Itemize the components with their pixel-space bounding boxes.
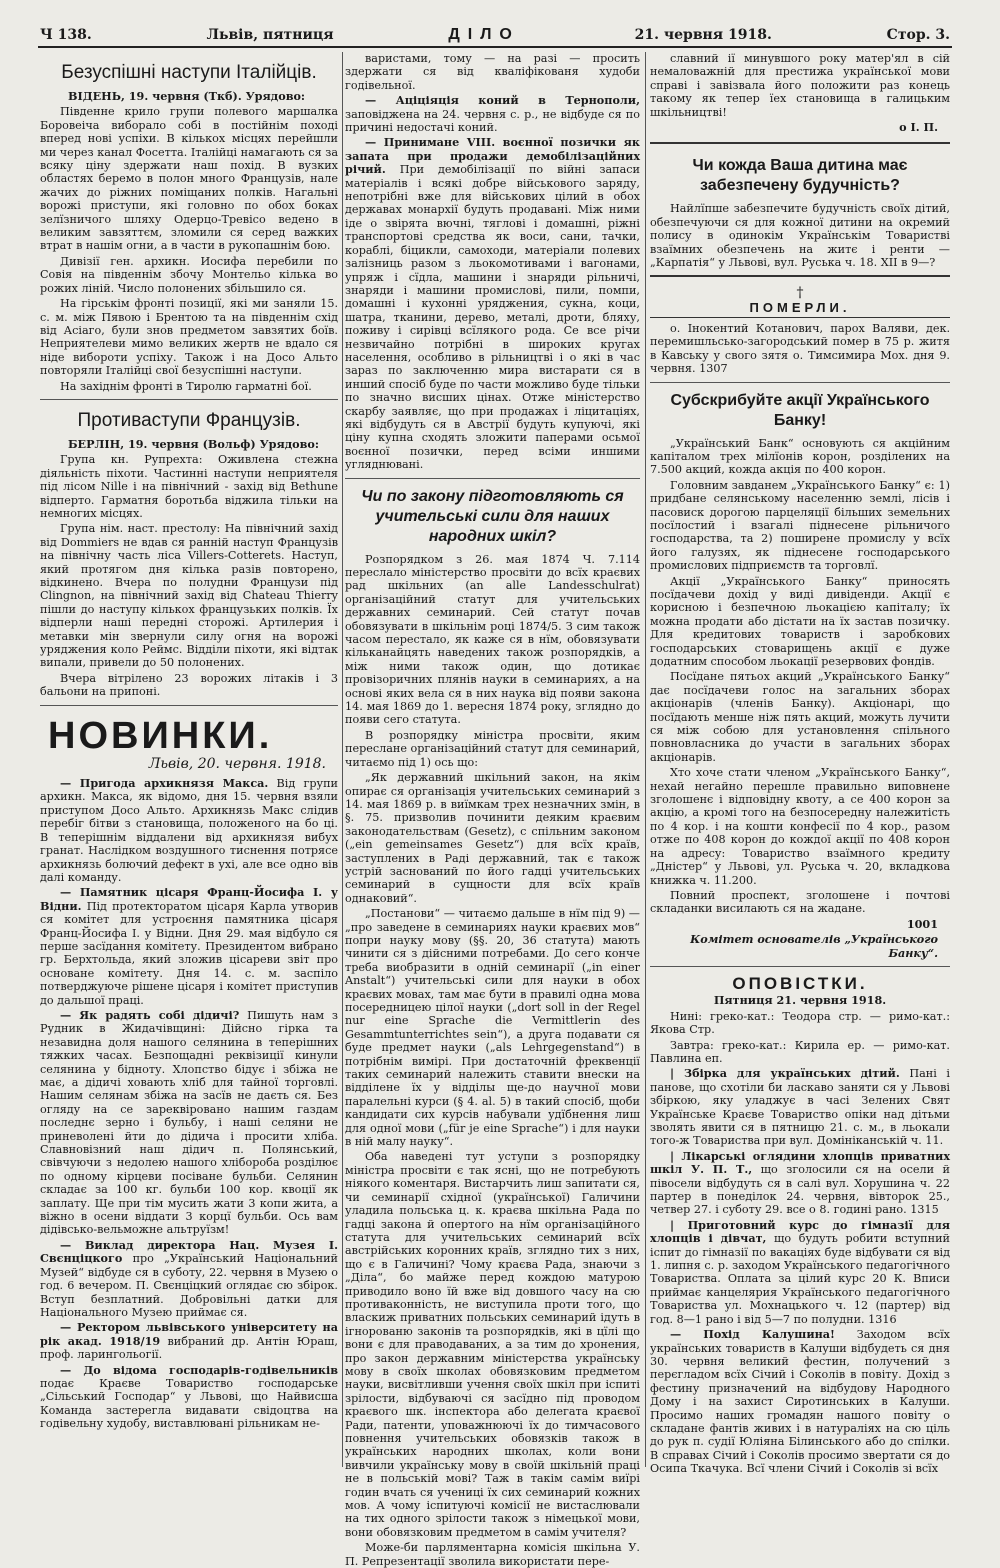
news-item-title: — Виклад директора Нац. Музея І. Свєнціцкого (40, 1237, 338, 1266)
paragraph: Розпорядком з 26. мая 1874 Ч. 7.114 переслало міністерство просвіти до всїх краєвих рад шкільних (an alle Landesschulrat) організаційний статут для учительських державних семинарий. Сей статут почав обовязувати в шкільнім році 1874/5. З сим також часом перестало, як каже ся в нїм, обовязувати кільканайцять наведених також розпорядків, а між ними також один, що дотикає провізоричних плянів науки в семинариях, а на основі яких вела ся в них наука від появи закона 14. мая 1869 до 1. вересня 1874 року, зглядно до появи сего статута. (345, 552, 640, 727)
dateline: ВІДЕНЬ, 19. червня (Ткб). Урядово: (68, 89, 306, 103)
news-item-title: — Пригода архикнязя Макса. (60, 776, 269, 791)
paragraph: славний ії минувшого року матер'ял в сій немаловажній для престижа української мови справі і завізвала його положити раз конець такому як тепер їех становища в галицьким шкільництві! (650, 52, 950, 119)
ad-number: 1001 (906, 916, 938, 931)
news-item-text: вибраний др. Антін Юраш, проф. ларингольогії. (40, 1334, 338, 1362)
signature: Комітет основателів „Українського Банку“. (690, 932, 938, 960)
paragraph: Головним завданем „Українського Банку“ є: 1) придбане селянському населенню землі, лісів і пасовиск дорогою парцеляції більших земельних посїлостий і взагалі піднесене рільничого господарства, та 2) поширене промислу у всїх його галузях, як пiднесене господарського промислових підприємств та торговлї. (650, 478, 950, 573)
notice-item (650, 1219, 950, 1326)
cross-icon: † (796, 285, 804, 302)
divider (40, 705, 338, 706)
news-item (40, 1009, 338, 1237)
paragraph: Нині: греко-кат.: Теодора стр. — римо-кат.: Якова Стр. (650, 1009, 950, 1037)
news-item-text: заповіджена на 24. червня с. р., не відбуде ся по причині недостачі коний. (345, 107, 640, 135)
news-item (345, 136, 640, 471)
place-day: Львів, пятниця (206, 27, 334, 43)
obituary-text: о. Інокентий Котанович, парох Валяви, дек. перемишльсько-загородський помер в 75 р. житя в Кавську у свого зятя о. Тимсимира Мох. дня 9. червня. 1307 (650, 321, 950, 376)
divider (345, 478, 640, 479)
news-item-title: — Принимане VIII. воєнної позички як запата при продажи демобілізаційних річий. (345, 135, 640, 177)
news-item (40, 1239, 338, 1319)
news-item (40, 886, 338, 1007)
column-1 (40, 52, 338, 1472)
notice-text: що зголосили ся на осели й півосели відбудуть ся в салі вул. Хорушина ч. 22 партер в понеділок 24. червня, вівторок 25., четвер 27. і суботу 29. все о 8. годині рано. 1315 (650, 1163, 950, 1217)
obituary-heading: ПОМЕРЛИ. (650, 301, 950, 317)
news-item-title: — Як радять собі дідичі? (60, 1007, 240, 1022)
divider (650, 382, 950, 383)
dateline: БЕРЛІН, 19. червня (Вольф) Урядово: (68, 436, 320, 451)
notice-title: | Приготовний курс до гімназії для хлопців і дівчат, (650, 1217, 950, 1246)
news-item-title: — Аціціяція коний в Тернополи, (365, 93, 640, 108)
paragraph: Південне крило групи полевого маршалка Боровеіча виборало собі в постійнім поході вперед нові успіхи. В кількох місцях перейшли ми через канал Фосетта. Італійці намагають ся за всяку ціну здержати наш похід. В вузких областях беремо в полон много Французів, нале жачих до ріжних поміщаних полків. Нагальні ворожі приступи, які головно по обох боках зелїзничого шляху Одерцо-Тревісо ведено в великим завзяттєм, зломили ся серед важких втрат в нашім огни, а в части в рукопашнім бою. (40, 105, 338, 253)
divider (650, 966, 950, 967)
column-divider (342, 52, 343, 1467)
article-title: Чи по закону підготовляють ся учительські сили для наших народних шкіл? (361, 487, 624, 545)
notice-item (650, 1150, 950, 1217)
news-item (40, 777, 338, 884)
paragraph: На західнім фронті в Тиролю гарматні бої. (60, 379, 312, 393)
section-title: НОВИНКИ. (48, 714, 273, 757)
paragraph: „Як державний шкільний закон, на якім опирає ся організація учительських семинарий з 14. мая 1869 р. в виїмкам трех незначних змін, в §. 75. призволив починити деяким краєвим законодательствам (Gesetz), с спільним законом („ein gemeinsames Gesetz“) для всїх країв, заступлених в Раді державний, так є також устрій заснований по його гадці учительських семинарий в сущности для всїх країв однаковий“. (345, 771, 640, 905)
news-item (345, 94, 640, 134)
ad-title: Субскрибуйте акції Українського Банку! (670, 391, 930, 429)
article-title: Безуспішні наступи Італійців. (61, 62, 317, 83)
notice-item (650, 1067, 950, 1147)
divider (40, 399, 338, 400)
paragraph: Група кн. Рупрехта: Оживлена стежна діяльність піхоти. Частинні наступи неприятеля під лісом Nille і на північний - захід від Bethune відперто. Гарматня боротьба віджила тільки на немногих місцях. (40, 453, 338, 520)
paragraph: Завтра: греко-кат.: Кирила ер. — римо-кат. Павлина еп. (650, 1038, 950, 1065)
news-item-title: — Памятник цісаря Франц-Йосифа І. у Відни. (40, 885, 338, 913)
advertisement (650, 142, 950, 277)
paragraph: Група нім. наст. престолу: На північний захід від Dommiers не вдав ся ранній наступ Французів на північну часть ліса Villers-Cotterets. Наступ, який протягом дня кілька разів повторено, відкинено. Вчера по полудни Французи під Clingnon, на північний захід від Chateau Thierry пішли до наступу кількох французьких полків. Їх відперли наші передні сторожі. Артилерия і метавки мін звернули силу огня на ворожі уряджения коло Реймс. Відділи піхоти, які відтак випали, привели до 50 полонених. (40, 522, 338, 670)
news-item-title: — Ректором львівського університету на рік акад. 1918/19 (40, 1320, 338, 1348)
column-divider (645, 52, 646, 1467)
ad-text: Найлїпше забезпечите будучність своїх дітий, обезпечуючи ся для кожної дитини на окремий полису в одинокім Українськім Товаристві взаїмних обезпечень на житє і ренти — „Карпатія“ у Львові, вул. Руська ч. 18. ХІІ в 9—? (650, 202, 950, 270)
notice-text: Заходом всїх українських товариств в Калуши відбудеть ся дня 30. червня великий фестин, получений з перєгладом всїх Січий і Соколів в повіту. Дохід з фестину призначений на відбудову Народного Дому і на захист Сиротинських в Калуши. Просимо наших громадян нашого повіту о складане фантів живих і в натураліях на сю ціль до рук п. судії Юліяна Білинського або до спілки. В справах Січий і Соколів просимо звертати ся до Осипа Ткачука. Всї члени Січий і Соколів зі всїх (650, 1328, 950, 1476)
news-item-text: При демобілізації по війні запаси матеріалів і всякі добре військового заряду, непотрібні вже для військових цілий в обох державах монархії будуть продавані. Між ними іде о звірята вючні, тяглові і домашні, ріжні транспортові средства як воси, сани, тачки, кораблі, біцикли, самоходи, матеріали полевих залізниць разом з льокомотивами і вагонами, упряж і сїдла, машини і знаряди рільничі, знаряди і машини промислові, пили, помпи, домашні і кухонні уряджения, сукна, коци, шатра, тканини, дерево, металі, дроти, бляху, поживу і сирівці всїлякого рода. Се все річи незвичайно потрібні в широких кругах населення, особливо в рільництві і о які в час зараз по заключенню мира вистарати ся в инший спосіб буде по части можливо буде тільки по значно висших цінах. Отже міністерство скарбу заявляє, що при продажах і ліцитаціях, які відбудуть ся в Австрії будуть купуючі, які ціну купна сходять зложити паперами осьмої воєнної позички, перед всіми иншими угляднювані. (345, 163, 640, 472)
paragraph: „Постанови“ — читаємо дальше в нїм під 9) — „про заведене в семинариях науки краєвих мов“ попри науку мову (§§. 20, 36 статута) мають чинити ся з дійсними потребами. До сего конче треба виобразити в одній семинарії („in einer Anstalt“) учительські сили для науки в обох краєвих мовах, там має бути в правилі одна мова посередницею цілої науки („dort soll in der Regel nur eine Sprache die Vermittlerin des Gesammtunterrichtes sein“), а друга подавати ся буде предмет науки („als Lehrgegenstand“) в потрібнім вимірі. При достаточній фреквенції таких семинарий належить ставити внески на відділене їх у відділы ще-до научної мови паралельні курси (§ 4. al. 5) в такий спосіб, щоби кандидати сих курсів набували удїбнення лиш для одної мови („für je eine Sprache“) і для науки в ній малу науку“. (345, 907, 640, 1149)
paragraph: Може-би парляментарна комісія шкільна У. П. Репрезентації зволила використати пере- (345, 1541, 640, 1568)
column-3 (650, 52, 950, 1476)
paragraph: Оба наведені тут уступи з розпорядку міністра просвіти є так ясні, що не потребують ніякого коментаря. Вистарчить лиш запитати ся, чи семинарії східної (української) Галичини уладила польська ц. к. краєва шкільна Рада по гадці закона й опертого на нїм організаційного статута для учительських семинарий всїх австрійських коронних країв, зглядно тих з них, що є в Галичині? Чому краєва Рада, знаючи з „Діла“, бо майже перед кождою матурою приводило воно їй вже від довшого часу на сю противаконність, не виступила проти того, що власкиж приватних польських семинарий ідуть в ігнорованю законів та розпорядків, які в цїлі що вони є для праводаваних, а за тим до хронения, про закон державним міністерства українську мову в своїх школах обовязковим предметом науки, висвітливши учення своїх шкіл при іспиті зрілости, відбуваючі ся засїдно під проводом краєвого шк. інспектора або делегата краєвої Ради, патенти, уповажнюючі їх до тимчасового повнення учительських обовязків також в українських народних школах, коли вони вивчили українську мову в своїй шкільній праці не в польській мові? Таж в такім самім виїрі годин вчать ся учениці їх сих семинарий кожних мов. А чому іспитуючі комісії не вистаслювали на тих одного зрілости також з німецької мови, вони обовязковим предметом в самім учителя? (345, 1150, 640, 1539)
notice-title: | Лікарські оглядини хлопців приватних шкіл У. П. Т., (650, 1148, 950, 1177)
news-item-text: Пишуть нам з Рудник в Жидачівщині: Дійсно гірка та незавидна доля нашого селянина в теперішних тяжких часах. Безпощадні реквізиції кинули селянина у бідноту. Хлопство бідує і збіжа не має, а дідичі ховають хліб для тайної торговлі. Нашим селянам збіжа на засїв не даєть ся. Без огляду на се зареквіровано нашим газдам последнє зерно і бульбу, і наші селяни не приневолені йти до дідича і просити хліба. Славновізний наш дідич п. Полянський, свівчуючи з недолею нашого хлібороба розділює по одному кірцеви посіване бульби. Селянин складає за 100 кг. бульби 100 кор. квоції як заплату. Ще при тім мусить жати 3 копи жита, а віжно в осени віддати 3 корцї бульби. Ось вам дідівсько-вельможне альтруїзм! (40, 1008, 338, 1237)
ad-title: Чи кожда Ваша дитина має забезпечену будучність? (692, 157, 908, 195)
masthead-rule (38, 46, 952, 48)
paragraph: Акції „Українського Банку“ приносять посїдачеви дохід у виді дивіденди. Акції є корисною і безпечною льокацією капіталу; їх можна продати або дістати на їх застав позичку. Для кредитових товариств і заробкових господарських стоварищень акції є дуже додатним способом льокації резервових фондів. (650, 574, 950, 668)
page-number: Стор. 3. (886, 27, 950, 43)
issue-date: 21. червня 1918. (634, 27, 772, 43)
paragraph: На гірськім фронті позиції, які ми заняли 15. с. м. між Пявою і Брентою та на південнім схід від Асіаго, були знов предметом завзятих боїв. Неприятелеви мимо великих жертв не вдало ся ніде вибороти успіху. Також і на Досо Альто повторяли Італійці свої безуспішні наступи. (40, 297, 338, 378)
notice-text: Пані і панове, що схотіли би ласкаво заняти ся у Львові збіркою, яку уладжує в часі Зелених Свят Українське Краєве Товариство опіки над дітьми зволять явити ся в пятницю 21. с. м., в льокали того-ж Товариства при вул. Домініканській ч. 11. (650, 1067, 950, 1148)
news-item-text: Від групи архикн. Макса, як відомо, дня 15. червня взяли приступом Досо Альто. Архикнязь Макс слідив перебіг бітви з становища, положеного на бо ці. В теперішнім віддалени від архикнязя вибух гранат. Наслідком воздушного тиснення потрясе архикнязь болючий дефект в ухі, але все одно вів далі команду. (40, 777, 338, 884)
notice-text: що будуть робити вступний іспит до гімназії по вакаціях буде відбувати ся від 1. липня с. р. заходом Українського педагогічного Товариства. Оплата за цілий курс 20 К. Вписи приймає канцелярия Українського педагогічного Товариства ул. Мохнацького ч. 12 (партер) від год. 8—1 рано і від 5—7 по полудни. 1316 (650, 1232, 950, 1326)
paragraph: Хто хоче стати членом „Українського Банку“, нехай негайно перешле правильно виповнене зголошенє і відповідну квоту, а се 400 корон за акцію, а кромі того на безпосередну належитість по 4 кор. і на кошти конфесії по 4 кор., разом отже по 408 корон до кождої акції по 408 корон на адресу: Товариство взаїмного кредиту „Дністер“ у Львові, ул. Руська ч. 20, вкладкова книжка ч. 11.200. (650, 766, 950, 887)
paragraph: В розпорядку міністра просвіти, яким переслане організаційний статут для семинарий, читаємо під 1) ось що: (345, 728, 640, 769)
issue-number: Ч 138. (40, 27, 92, 43)
paragraph: Посїдане пятьох акций „Українського Банку“ дає посїдачеви голос на загальних зборах акціонарів (членів Банку). Акціонарі, що посїдають менше ніж пять акций, можуть лучити ся між собою для установлення спільного повновласника до участи в загальних зборах акціонарів. (650, 670, 950, 764)
masthead (40, 26, 950, 44)
paragraph: „Український Банк“ основують ся акційним капіталом трех мілїонів корон, розділених на 7.500 акций, кожда акція по 400 корон. (650, 436, 950, 477)
notice-title: — Похід Калушина! (670, 1327, 835, 1342)
article-title: Противаступи Французів. (77, 409, 301, 431)
section-date: Пятниця 21. червня 1918. (713, 993, 887, 1008)
news-item (40, 1364, 338, 1431)
news-item-text: подає Краєве Товариство господарське „Сільський Господар“ у Львові, що Найвисша Команда застерегла видавати свідоцтва на годівельну худобу, виставлювані рільникам не- (40, 1376, 338, 1431)
signature: о І. П. (899, 120, 938, 135)
paragraph: Вчера вітрілено 23 ворожих літаків і 3 бальони на припоні. (40, 671, 338, 699)
news-item-text: про „Український Національний Музей“ відбуде ся в суботу, 22. червня в Музею о год. 6 вечером. П. Свєнціцкий оглядає сю збірок. Вступ безплатний. Добровільні датки для Національного Музею приймає ся. (40, 1252, 338, 1319)
column-2 (345, 52, 640, 1568)
news-item-text: Під протекторатом цісаря Карла утворив ся комітет для устроєння памятника цісаря Франц-Йосифа І. у Відни. Дня 29. мая відбуло ся перше засїдання комітету. Президентом вибрано гр. Берхтольда, який зложив цісареви звіт про основане комітету. Дня 14. с. м. заспіло потверджуюче рішене цісаря і комітет приступив до дальшої праці. (40, 899, 338, 1007)
news-item-title: — До відома господарів-годівельників (60, 1362, 338, 1377)
paragraph: Дивізії ген. архикн. Иосифа перебили по Совія на південнім збочу Монтельо кілька во рожих ліній. Число полонених збільшило ся. (40, 254, 338, 295)
notice-title: | Збірка для українських дітий. (670, 1066, 900, 1081)
notice-item (650, 1328, 950, 1475)
paragraph: Повний проспект, зголошене і почтові складанки висилають ся на жадане. (650, 888, 950, 916)
newspaper-title: ДІЛО (448, 26, 520, 43)
section-date: Львів, 20. червня. 1918. (148, 755, 326, 772)
news-item (40, 1321, 338, 1361)
paragraph: варистами, тому — на разі — просить здержати ся від кваліфікованя худоби годівельної. (345, 52, 640, 92)
section-title: ОПОВІСТКИ. (732, 973, 868, 993)
